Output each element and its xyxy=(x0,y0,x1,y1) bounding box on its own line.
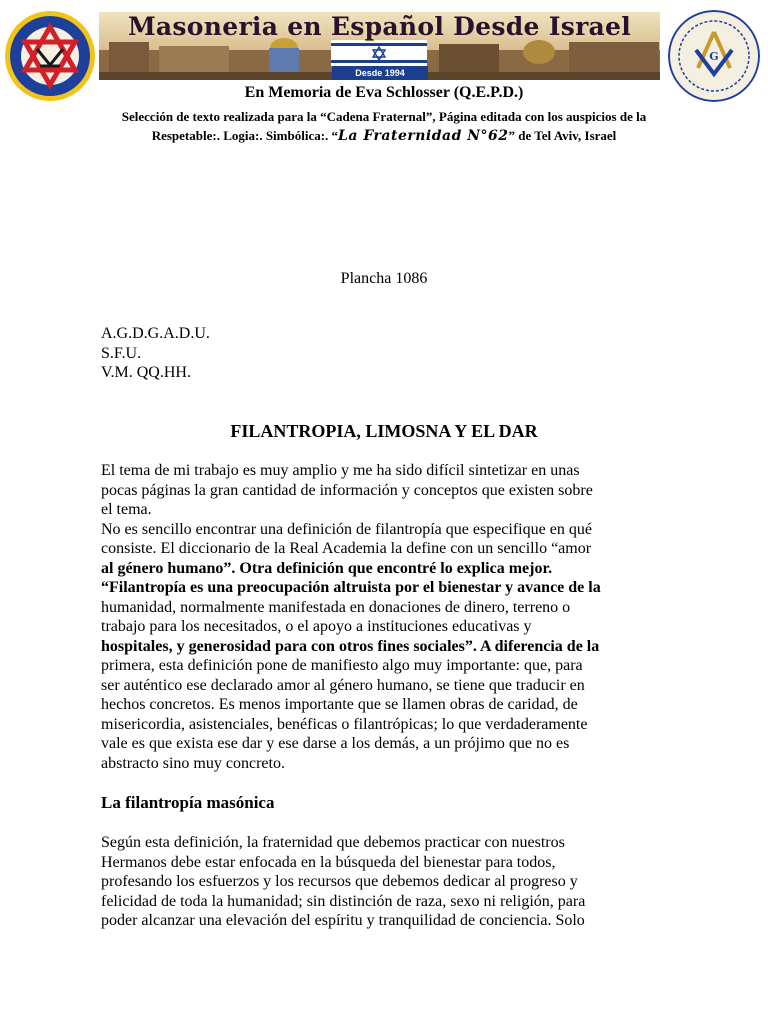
lodge-credit-prefix: Respetable:. Logia:. Simbólica:. “ xyxy=(151,128,339,143)
paragraph-line: ser auténtico ese declarado amor al género humano, se tiene que traducir en xyxy=(101,676,585,694)
paragraph xyxy=(101,461,671,773)
salutation-line: V.M. QQ.HH. xyxy=(101,364,191,381)
paragraph-line: primera, esta definición pone de manifiesto algo muy importante: que, para xyxy=(101,657,583,674)
paragraph-line: el tema. xyxy=(101,501,152,518)
paragraph-line: humanidad, normalmente manifestada en donaciones de dinero, terreno o xyxy=(101,598,571,616)
memorial-line: En Memoria de Eva Schlosser (Q.E.P.D.) xyxy=(244,84,524,101)
header-banner xyxy=(99,12,660,80)
paragraph-line: abstracto sino muy concreto. xyxy=(101,754,285,772)
paragraph-line: al género humano”. Otra definición que encontré lo explica mejor. xyxy=(101,559,553,577)
salutation-line: A.G.D.G.A.D.U. xyxy=(101,325,210,342)
paragraph-line: No es sencillo encontrar una definición de filantropía que especifique en qué xyxy=(101,520,592,538)
paragraph-line: hospitales, y generosidad para con otros fines sociales”. A diferencia de la xyxy=(101,637,600,655)
paragraph-line: felicidad de toda la humanidad; sin distinción de raza, sexo ni religión, para xyxy=(101,892,586,910)
document-title: FILANTROPIA, LIMOSNA Y EL DAR xyxy=(230,421,538,441)
paragraph-line: El tema de mi trabajo es muy amplio y me ha sido difícil sintetizar en unas xyxy=(101,462,580,479)
section-heading: La filantropía masónica xyxy=(101,793,275,812)
credit-line: Selección de texto realizada para la “Cadena Fraternal”, Página editada con los auspicios de la xyxy=(121,109,647,124)
paragraph-line: “Filantropía es una preocupación altruista por el bienestar y avance de la xyxy=(101,579,601,596)
lodge-credit-line xyxy=(0,128,768,144)
paragraph-line: pocas páginas la gran cantidad de información y conceptos que existen sobre xyxy=(101,481,593,499)
paragraph-line: vale es que exista ese dar y ese darse a los demás, a un prójimo que no es xyxy=(101,735,570,752)
paragraph xyxy=(101,833,671,931)
paragraph-line: hechos concretos. Es menos importante que se llamen obras de caridad, de xyxy=(101,696,578,713)
paragraph-line: Según esta definición, la fraternidad que debemos practicar con nuestros xyxy=(101,834,565,851)
paragraph-line: consiste. El diccionario de la Real Academia la define con un sencillo “amor xyxy=(101,540,592,557)
banner-title: Masoneria en Español Desde Israel xyxy=(127,12,632,41)
banner-since-label: Desde 1994 xyxy=(332,66,428,80)
salutations-block xyxy=(101,324,210,383)
lodge-credit-suffix: ” de Tel Aviv, Israel xyxy=(508,128,617,143)
paragraph-line: trabajo para los necesitados, o el apoyo a instituciones educativas y xyxy=(101,618,532,635)
paragraph-line: poder alcanzar una elevación del espíritu y tranquilidad de conciencia. Solo xyxy=(101,912,585,929)
salutation-line: S.F.U. xyxy=(101,344,142,362)
lodge-name: La Fraternidad N°62 xyxy=(338,128,509,144)
paragraph-line: misericordia, asistenciales, benéficas o filantrópicas; lo que verdaderamente xyxy=(101,715,588,733)
plancha-number: Plancha 1086 xyxy=(340,270,428,287)
paragraph-line: Hermanos debe estar enfocada en la búsqueda del bienestar para todos, xyxy=(101,853,556,871)
svg-text:G: G xyxy=(709,50,719,63)
paragraph-line: profesando los esfuerzos y los recursos que debemos dedicar al progreso y xyxy=(101,873,578,890)
